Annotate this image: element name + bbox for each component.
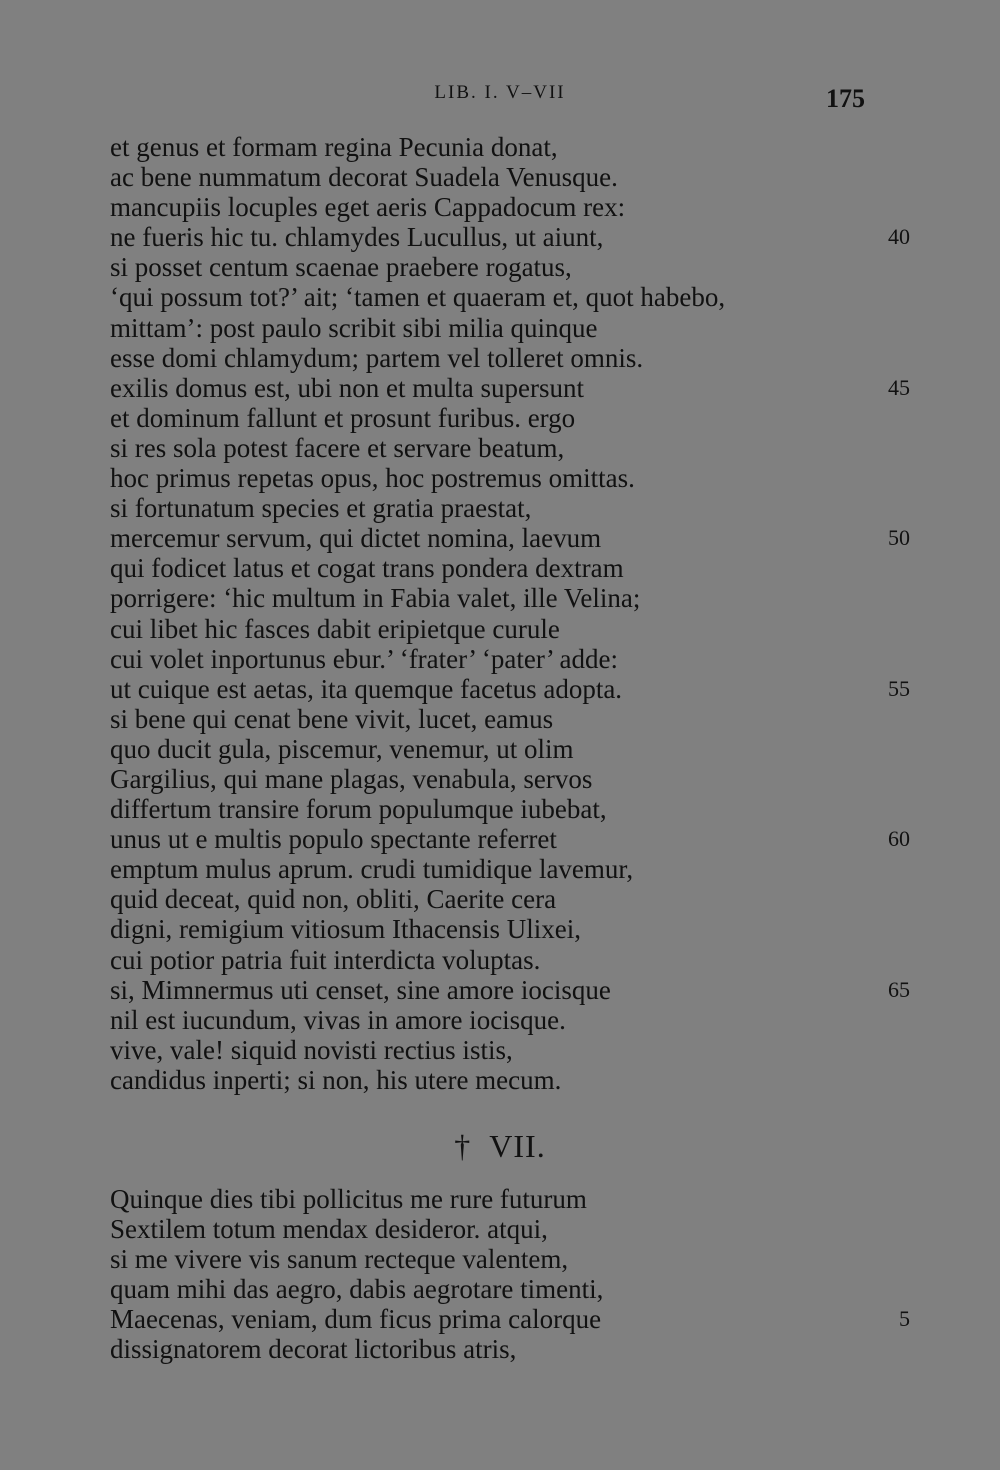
verse-text: digni, remigium vitiosum Ithacensis Ulixei, — [110, 914, 581, 945]
verse-line — [110, 1244, 930, 1274]
verse-line — [110, 583, 930, 613]
line-number: 5 — [899, 1306, 910, 1332]
verse-line — [110, 764, 930, 794]
poem-continuation — [110, 132, 930, 1095]
verse-line — [110, 132, 930, 162]
line-number: 50 — [888, 525, 910, 551]
verse-text: emptum mulus aprum. crudi tumidique lavemur, — [110, 854, 634, 885]
section-title: VII. — [489, 1128, 546, 1164]
line-number: 45 — [888, 374, 910, 400]
line-number: 40 — [888, 224, 910, 250]
dagger-mark: † — [454, 1128, 472, 1164]
verse-line — [110, 914, 930, 944]
verse-text: mittam’: post paulo scribit sibi milia quinque — [110, 312, 598, 343]
verse-line — [110, 373, 930, 403]
verse-line — [110, 313, 930, 343]
verse-line — [110, 192, 930, 222]
verse-line — [110, 1304, 930, 1334]
verse-text: exilis domus est, ubi non et multa supersunt — [110, 372, 584, 403]
verse-line — [110, 1035, 930, 1065]
verse-line — [110, 854, 930, 884]
verse-line — [110, 162, 930, 192]
verse-text: quo ducit gula, piscemur, venemur, ut olim — [110, 733, 574, 764]
verse-line — [110, 644, 930, 674]
line-number: 60 — [888, 826, 910, 852]
verse-line — [110, 433, 930, 463]
verse-text: differtum transire forum populumque iubebat, — [110, 794, 607, 825]
verse-text: porrigere: ‘hic multum in Fabia valet, ille Velina; — [110, 583, 641, 614]
verse-text: Maecenas, veniam, dum ficus prima calorque — [110, 1304, 602, 1335]
verse-line — [110, 1214, 930, 1244]
verse-line — [110, 824, 930, 854]
verse-line — [110, 463, 930, 493]
verse-text: Sextilem totum mendax desideror. atqui, — [110, 1214, 548, 1245]
verse-line — [110, 343, 930, 373]
verse-text: hoc primus repetas opus, hoc postremus omittas. — [110, 463, 635, 494]
verse-line — [110, 282, 930, 312]
verse-text: quid deceat, quid non, obliti, Caerite cera — [110, 884, 557, 915]
verse-text: ac bene nummatum decorat Suadela Venusque. — [110, 162, 618, 193]
verse-text: unus ut e multis populo spectante referret — [110, 824, 557, 855]
verse-line — [110, 553, 930, 583]
verse-text: cui libet hic fasces dabit eripietque curule — [110, 613, 560, 644]
verse-line — [110, 222, 930, 252]
verse-text: vive, vale! siquid novisti rectius istis, — [110, 1034, 513, 1065]
verse-line — [110, 794, 930, 824]
verse-text: si, Mimnermus uti censet, sine amore iocisque — [110, 974, 611, 1005]
verse-text: ne fueris hic tu. chlamydes Lucullus, ut aiunt, — [110, 222, 604, 253]
verse-line — [110, 1184, 930, 1214]
verse-line — [110, 884, 930, 914]
verse-text: quam mihi das aegro, dabis aegrotare timenti, — [110, 1274, 604, 1305]
verse-line — [110, 1005, 930, 1035]
verse-text: si posset centum scaenae praebere rogatus, — [110, 252, 572, 283]
verse-line — [110, 252, 930, 282]
verse-line — [110, 1334, 930, 1364]
line-number: 65 — [888, 976, 910, 1002]
verse-line — [110, 734, 930, 764]
verse-text: Quinque dies tibi pollicitus me rure futurum — [110, 1184, 587, 1214]
verse-text: esse domi chlamydum; partem vel tolleret omnis. — [110, 342, 644, 373]
verse-text: cui volet inportunus ebur.’ ‘frater’ ‘pater’ adde: — [110, 643, 619, 674]
verse-text: dissignatorem decorat lictoribus atris, — [110, 1334, 517, 1365]
verse-text: candidus inperti; si non, his utere mecum. — [110, 1064, 562, 1095]
page-number: 175 — [826, 84, 865, 113]
verse-line — [110, 704, 930, 734]
verse-line — [110, 975, 930, 1005]
verse-line — [110, 1274, 930, 1304]
verse-text: si bene qui cenat bene vivit, lucet, eamus — [110, 703, 554, 734]
verse-text: mancupiis locuples eget aeris Cappadocum rex: — [110, 192, 626, 223]
verse-text: ‘qui possum tot?’ ait; ‘tamen et quaeram et, quot habebo, — [110, 282, 726, 313]
section-heading — [0, 1128, 1000, 1165]
verse-text: et dominum fallunt et prosunt furibus. ergo — [110, 402, 576, 433]
verse-line — [110, 1065, 930, 1095]
verse-text: si me vivere vis sanum recteque valentem, — [110, 1244, 569, 1275]
verse-text: qui fodicet latus et cogat trans pondera dextram — [110, 553, 624, 584]
running-head: LIB. I. V–VII — [434, 82, 566, 103]
verse-line — [110, 674, 930, 704]
verse-text: et genus et formam regina Pecunia donat, — [110, 132, 558, 162]
verse-text: Gargilius, qui mane plagas, venabula, servos — [110, 763, 593, 794]
verse-line — [110, 523, 930, 553]
verse-text: si fortunatum species et gratia praestat, — [110, 493, 532, 524]
verse-text: nil est iucundum, vivas in amore iocisque. — [110, 1004, 566, 1035]
verse-line — [110, 403, 930, 433]
poem-vii — [110, 1184, 930, 1365]
verse-text: si res sola potest facere et servare beatum, — [110, 432, 565, 463]
verse-text: cui potior patria fuit interdicta voluptas. — [110, 944, 541, 975]
verse-line — [110, 945, 930, 975]
verse-line — [110, 614, 930, 644]
line-number: 55 — [888, 675, 910, 701]
verse-text: mercemur servum, qui dictet nomina, laevum — [110, 523, 602, 554]
verse-line — [110, 493, 930, 523]
verse-text: ut cuique est aetas, ita quemque facetus adopta. — [110, 673, 623, 704]
